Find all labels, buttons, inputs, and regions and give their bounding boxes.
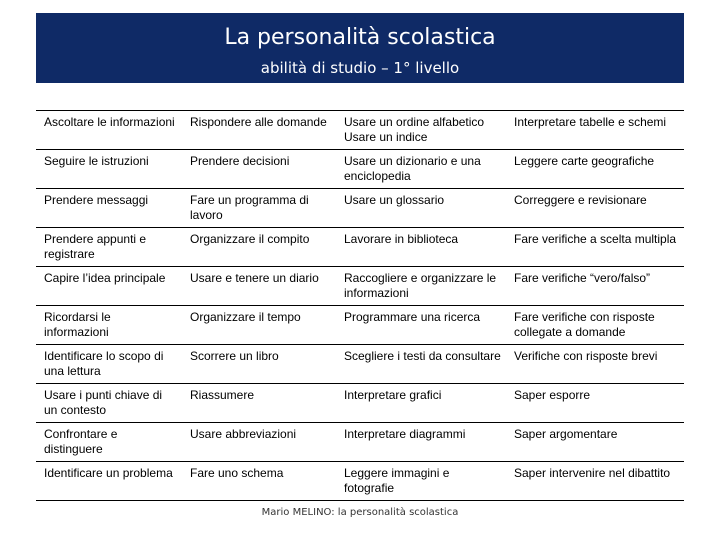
table-row xyxy=(36,384,684,423)
table-cell: Usare un dizionario e una enciclopedia xyxy=(336,150,506,189)
table-cell: Scorrere un libro xyxy=(182,345,336,384)
footer-credit: Mario MELINO: la personalità scolastica xyxy=(261,507,459,518)
table-cell: Raccogliere e organizzare le informazioni xyxy=(336,267,506,306)
table-row xyxy=(36,423,684,462)
page-subtitle: abilità di studio – 1° livello xyxy=(260,59,460,77)
table-cell: Fare verifiche “vero/falso” xyxy=(506,267,684,306)
table-cell: Interpretare diagrammi xyxy=(336,423,506,462)
table-cell: Fare verifiche con risposte collegate a domande xyxy=(506,306,684,345)
table-cell: Usare e tenere un diario xyxy=(182,267,336,306)
table-cell: Riassumere xyxy=(182,384,336,423)
table-cell: Seguire le istruzioni xyxy=(36,150,182,189)
page-title: La personalità scolastica xyxy=(224,25,496,50)
table-cell: Confrontare e distinguere xyxy=(36,423,182,462)
table-row xyxy=(36,267,684,306)
table-cell: Usare un ordine alfabetico Usare un indice xyxy=(336,111,506,150)
table-cell: Prendere messaggi xyxy=(36,189,182,228)
table-row xyxy=(36,228,684,267)
table-cell: Interpretare grafici xyxy=(336,384,506,423)
table-cell: Prendere decisioni xyxy=(182,150,336,189)
table-cell: Identificare lo scopo di una lettura xyxy=(36,345,182,384)
table-row xyxy=(36,150,684,189)
skills-table xyxy=(36,110,684,501)
table-cell: Fare verifiche a scelta multipla xyxy=(506,228,684,267)
table-cell: Saper argomentare xyxy=(506,423,684,462)
table-cell: Programmare una ricerca xyxy=(336,306,506,345)
table-cell: Leggere carte geografiche xyxy=(506,150,684,189)
table-cell: Ascoltare le informazioni xyxy=(36,111,182,150)
table-cell: Rispondere alle domande xyxy=(182,111,336,150)
table-cell: Fare uno schema xyxy=(190,466,284,480)
table-cell: Prendere appunti e registrare xyxy=(36,228,182,267)
table-row xyxy=(36,111,684,150)
table-cell: Ricordarsi le informazioni xyxy=(36,306,182,345)
table-cell: Correggere e revisionare xyxy=(506,189,684,228)
table-row xyxy=(36,189,684,228)
table-row xyxy=(36,462,684,501)
skills-table-body xyxy=(36,111,684,501)
table-cell: Verifiche con risposte brevi xyxy=(506,345,684,384)
table-cell: Lavorare in biblioteca xyxy=(336,228,506,267)
title-banner xyxy=(36,13,684,83)
table-cell: Fare un programma di lavoro xyxy=(182,189,336,228)
table-cell: Usare i punti chiave di un contesto xyxy=(36,384,182,423)
table-cell: Saper intervenire nel dibattito xyxy=(514,466,671,480)
table-cell: Leggere immagini e fotografie xyxy=(344,466,450,495)
table-cell: Usare abbreviazioni xyxy=(182,423,336,462)
table-cell: Organizzare il tempo xyxy=(182,306,336,345)
table-cell: Identificare un problema xyxy=(44,466,173,480)
table-row xyxy=(36,345,684,384)
table-cell: Interpretare tabelle e schemi xyxy=(506,111,684,150)
table-cell: Organizzare il compito xyxy=(182,228,336,267)
table-cell: Scegliere i testi da consultare xyxy=(336,345,506,384)
table-cell: Capire l’idea principale xyxy=(36,267,182,306)
table-row xyxy=(36,306,684,345)
table-cell: Usare un glossario xyxy=(336,189,506,228)
table-cell: Saper esporre xyxy=(506,384,684,423)
